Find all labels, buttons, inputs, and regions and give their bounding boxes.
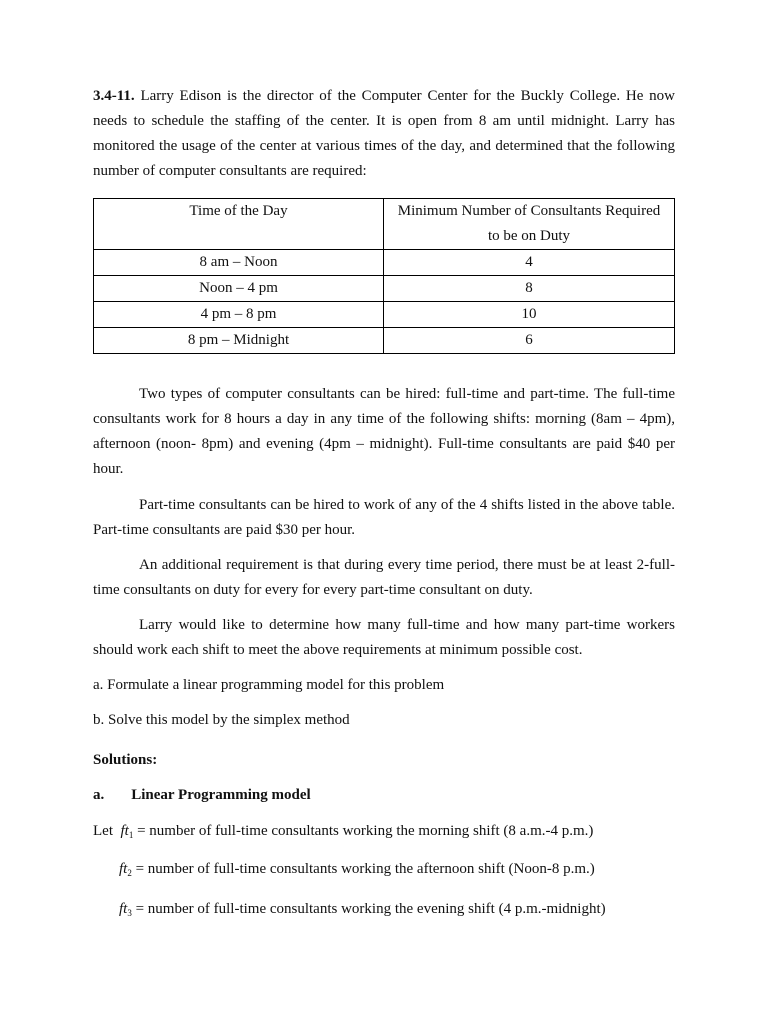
table-row [94,250,675,276]
paragraph-part-time: Part-time consultants can be hired to work of any of the 4 shifts listed in the above table. Part-time consultants are paid $30 per hour. [93,497,675,538]
definition-ft1 [93,819,675,848]
cell-min: 6 [384,328,675,354]
definition-ft3 [119,897,679,926]
cell-min: 8 [384,276,675,302]
section-a-label: a. [93,787,105,803]
variable-subscript: 2 [127,868,132,878]
paragraph-requirement: An additional requirement is that during every time period, there must be at least 2-full-time consultants on duty for every for every part-time consultant on duty. [93,557,675,598]
variable-ft: ft [120,823,129,839]
paragraph-full-time: Two types of computer consultants can be hired: full-time and part-time. The full-time consultants work for 8 hours a day in any time of the following shifts: morning (8am – 4pm), afternoon (noon- 8pm) and evening (4pm – midnight). Full-time consultants are paid $40 per hour. [93,386,675,477]
question-b: b. Solve this model by the simplex method [93,712,350,728]
definition-text: = number of full-time consultants working the evening shift (4 p.m.-midnight) [135,901,606,917]
let-word: Let [93,823,113,839]
table-row [94,302,675,328]
definition-text: = number of full-time consultants working the afternoon shift (Noon-8 p.m.) [135,861,595,877]
header-time: Time of the Day [94,199,384,250]
definition-ft2 [119,857,679,886]
problem-number: 3.4-11. [93,88,135,104]
variable-ft: ft [119,901,128,917]
table-row [94,276,675,302]
cell-time: 8 am – Noon [94,250,384,276]
staffing-table [93,198,675,354]
section-a-title: Linear Programming model [131,787,311,803]
definition-text: = number of full-time consultants working the morning shift (8 a.m.-4 p.m.) [137,823,594,839]
solutions-heading: Solutions: [93,752,158,768]
variable-subscript: 1 [128,830,134,840]
question-a: a. Formulate a linear programming model for this problem [93,677,445,693]
cell-time: 4 pm – 8 pm [94,302,384,328]
problem-statement [93,84,675,184]
cell-time: Noon – 4 pm [94,276,384,302]
cell-min: 10 [384,302,675,328]
paragraph-goal: Larry would like to determine how many full-time and how many part-time workers should work each shift to meet the above requirements at minimum possible cost. [93,617,675,658]
variable-subscript: 3 [127,908,132,918]
table-header-row [94,199,675,250]
section-a-heading [93,783,675,808]
problem-intro: Larry Edison is the director of the Computer Center for the Buckly College. He now needs to schedule the staffing of the center. It is open from 8 am until midnight. Larry has monitored the usage of the center at various times of the day, and determined that the following number of computer consultants are required: [93,88,675,179]
variable-ft: ft [119,861,128,877]
table-row [94,328,675,354]
cell-min: 4 [384,250,675,276]
cell-time: 8 pm – Midnight [94,328,384,354]
header-min: Minimum Number of Consultants Required to be on Duty [384,199,675,250]
